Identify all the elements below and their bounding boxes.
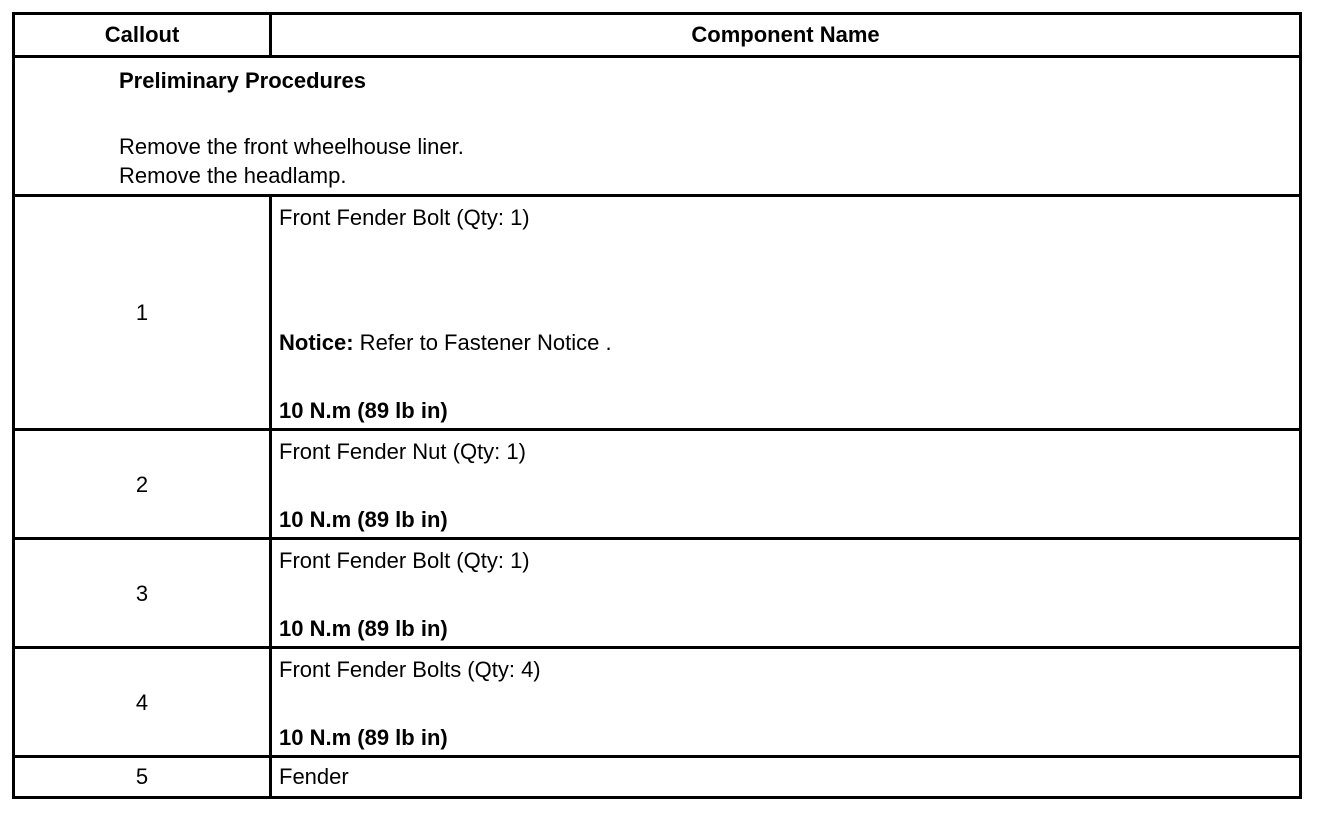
table-row (15, 431, 1299, 540)
torque-spec: 10 N.m (89 lb in) (279, 507, 448, 532)
component-name: Front Fender Bolt (Qty: 1) (279, 205, 530, 230)
callout-cell (15, 197, 272, 428)
notice-text (279, 330, 612, 356)
callout-number: 1 (135, 300, 149, 325)
preliminary-step: Remove the front wheelhouse liner. (119, 134, 464, 159)
callout-cell (15, 540, 272, 646)
component-name: Fender (279, 764, 349, 789)
component-name: Front Fender Bolt (Qty: 1) (279, 548, 530, 573)
notice-body: Refer to Fastener Notice . (353, 330, 612, 355)
component-name: Front Fender Nut (Qty: 1) (279, 439, 526, 464)
component-table (12, 12, 1302, 799)
callout-number: 4 (135, 690, 149, 715)
callout-cell (15, 649, 272, 755)
notice-label: Notice: (279, 330, 354, 355)
callout-number: 5 (135, 764, 149, 789)
table-row (15, 540, 1299, 649)
callout-number: 2 (135, 472, 149, 497)
component-cell (272, 431, 1299, 537)
callout-cell (15, 431, 272, 537)
component-name-column-header: Component Name (691, 22, 880, 47)
table-row (15, 758, 1299, 796)
component-cell (272, 197, 1299, 428)
callout-cell (15, 758, 272, 796)
preliminary-procedures-row (15, 58, 1299, 197)
torque-spec: 10 N.m (89 lb in) (279, 725, 448, 750)
preliminary-step: Remove the headlamp. (119, 163, 347, 188)
component-cell (272, 540, 1299, 646)
component-name: Front Fender Bolts (Qty: 4) (279, 657, 541, 682)
callout-column-header: Callout (15, 15, 272, 55)
preliminary-procedures-title: Preliminary Procedures (119, 68, 367, 93)
torque-spec: 10 N.m (89 lb in) (279, 616, 448, 641)
torque-spec: 10 N.m (89 lb in) (279, 398, 448, 423)
table-header-row (15, 15, 1299, 58)
component-cell (272, 649, 1299, 755)
table-row (15, 649, 1299, 758)
table-row (15, 197, 1299, 431)
component-cell (272, 758, 1299, 796)
callout-number: 3 (135, 581, 149, 606)
